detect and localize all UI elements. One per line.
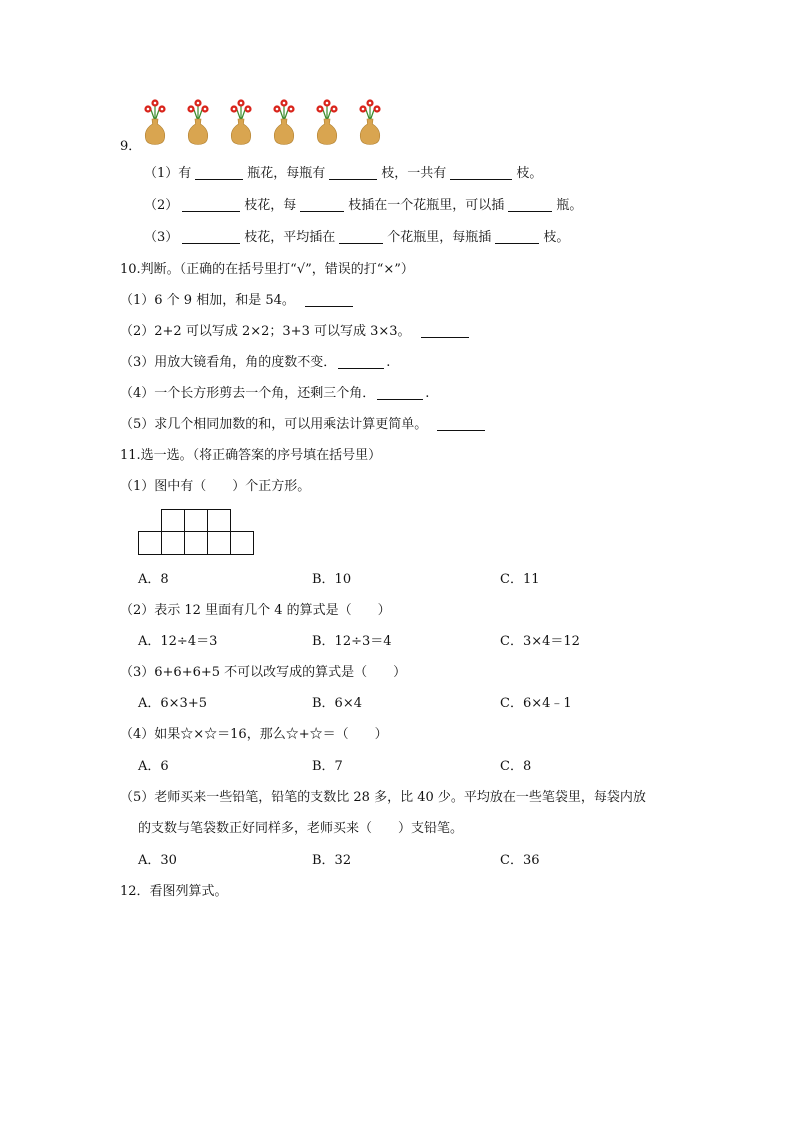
- q11-s2-stem: （2）表示 12 里面有几个 4 的算式是（ ）: [120, 603, 391, 618]
- blank[interactable]: [338, 354, 384, 369]
- q11-s5-option-c[interactable]: C．36: [500, 853, 540, 868]
- q9-l3-c: 个花瓶里，每瓶插: [387, 230, 492, 245]
- q9-l1-d: 枝。: [516, 166, 543, 181]
- q9-l1-b: 瓶花，每瓶有: [247, 166, 326, 181]
- q11-s4-option-b[interactable]: B．7: [312, 759, 343, 774]
- q11-s1-option-a[interactable]: A．8: [138, 572, 169, 587]
- q10-item-3-text: （3）用放大镜看角，角的度数不变．: [120, 355, 337, 370]
- q10-item-3: [120, 354, 390, 372]
- flower-vases-image: [140, 98, 390, 148]
- q10-item-5-text: （5）求几个相同加数的和，可以用乘法计算更简单。: [120, 417, 428, 432]
- q10-title: 10.判断。（正确的在括号里打“√”，错误的打“×”）: [120, 262, 414, 277]
- q11-s4-stem: （4）如果☆×☆＝16，那么☆+☆＝（ ）: [120, 727, 388, 742]
- q11-s3-option-b[interactable]: B．6×4: [312, 696, 362, 711]
- q10-item-4: [120, 385, 429, 403]
- blank[interactable]: [195, 165, 243, 180]
- q10-item-2-text: （2）2+2 可以写成 2×2；3+3 可以写成 3×3。: [120, 324, 411, 339]
- q9-l2-a: （2）: [144, 198, 179, 213]
- blank[interactable]: [339, 229, 383, 244]
- q9-number: 9．: [120, 139, 142, 154]
- period: .: [386, 355, 391, 370]
- q11-s3-option-a[interactable]: A．6×3+5: [138, 696, 207, 711]
- q10-item-2: [120, 323, 473, 341]
- q9-line-3: [144, 229, 569, 247]
- q11-s1-option-b[interactable]: B．10: [312, 572, 352, 587]
- q9-l2-b: 枝花，每: [244, 198, 297, 213]
- q10-item-1: [120, 292, 357, 310]
- blank[interactable]: [305, 292, 353, 307]
- q10-item-1-text: （1）6 个 9 相加，和是 54。: [120, 293, 295, 308]
- blank[interactable]: [450, 165, 512, 180]
- q10-item-5: [120, 416, 489, 434]
- q11-s5-stem-2: 的支数与笔袋数正好同样多，老师买来（ ）支铅笔。: [138, 821, 464, 836]
- blank[interactable]: [377, 385, 423, 400]
- q9-line-1: [144, 165, 542, 183]
- q11-s3-stem: （3）6+6+6+5 不可以改写成的算式是（ ）: [120, 665, 407, 680]
- blank[interactable]: [182, 197, 240, 212]
- blank[interactable]: [329, 165, 377, 180]
- q11-s4-option-c[interactable]: C．8: [500, 759, 532, 774]
- q9-l2-d: 瓶。: [556, 198, 583, 213]
- q9-l1-c: 枝，一共有: [381, 166, 447, 181]
- blank[interactable]: [437, 416, 485, 431]
- q11-s2-option-a[interactable]: A．12÷4＝3: [138, 634, 218, 649]
- q11-s1-stem: （1）图中有（ ）个正方形。: [120, 479, 311, 494]
- q11-s5-stem-1: （5）老师买来一些铅笔，铅笔的支数比 28 多，比 40 少。平均放在一些笔袋里，每袋内放: [120, 790, 646, 805]
- q12-title: 12．看图列算式。: [120, 884, 228, 899]
- q9-line-2: [144, 197, 582, 215]
- q11-s5-option-a[interactable]: A．30: [138, 853, 177, 868]
- q9-l1-a: （1）有: [144, 166, 192, 181]
- q11-s4-option-a[interactable]: A．6: [138, 759, 169, 774]
- blank[interactable]: [508, 197, 552, 212]
- q9-l2-c: 枝插在一个花瓶里，可以插: [348, 198, 505, 213]
- q9-l3-b: 枝花，平均插在: [244, 230, 336, 245]
- q11-s2-option-c[interactable]: C．3×4＝12: [500, 634, 580, 649]
- blank[interactable]: [300, 197, 344, 212]
- period: .: [425, 386, 430, 401]
- q11-s1-option-c[interactable]: C．11: [500, 572, 540, 587]
- blank[interactable]: [421, 323, 469, 338]
- squares-figure: [138, 509, 254, 555]
- q11-s2-option-b[interactable]: B．12÷3＝4: [312, 634, 392, 649]
- q11-s5-option-b[interactable]: B．32: [312, 853, 352, 868]
- blank[interactable]: [182, 229, 240, 244]
- blank[interactable]: [495, 229, 539, 244]
- q11-title: 11.选一选。（将正确答案的序号填在括号里）: [120, 448, 382, 463]
- q11-s3-option-c[interactable]: C．6×4﹣1: [500, 696, 572, 711]
- q9-l3-d: 枝。: [543, 230, 570, 245]
- q10-item-4-text: （4）一个长方形剪去一个角，还剩三个角．: [120, 386, 376, 401]
- q9-l3-a: （3）: [144, 230, 179, 245]
